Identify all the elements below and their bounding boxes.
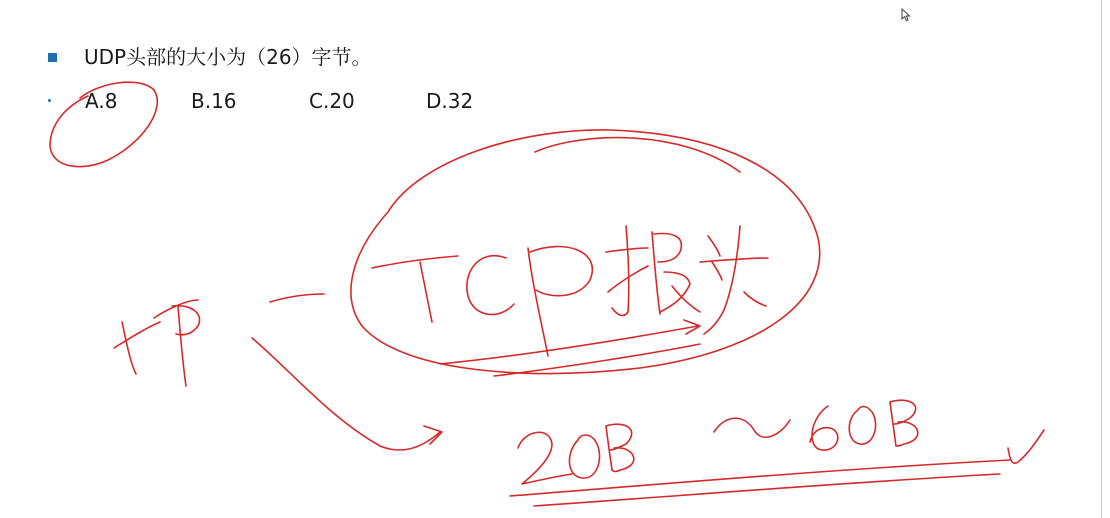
ink-char-yi-3 [154, 300, 198, 318]
ink-char-bao-4 [654, 234, 681, 262]
question-bullet [48, 53, 57, 62]
ink-curved-arrow [252, 338, 440, 450]
ink-letter-b1-top [606, 424, 632, 450]
ink-dash [270, 294, 324, 302]
ink-char-yi-4 [178, 306, 186, 386]
mouse-cursor-icon [901, 8, 911, 22]
ink-underline-lower [494, 344, 700, 376]
ink-letter-p-stem [528, 248, 548, 356]
ink-underline-main [510, 460, 1010, 496]
ink-underline-upper-head [684, 320, 700, 334]
option-d: D.32 [426, 89, 474, 113]
ink-letter-b1-bottom [612, 448, 634, 472]
ink-char-yi-1 [122, 322, 136, 374]
ink-letter-p-bowl [530, 247, 592, 296]
ink-letter-b2-stem [890, 402, 896, 446]
ink-digit-6 [810, 406, 838, 450]
ink-char-bao-1 [606, 248, 648, 252]
ink-char-bao-5 [652, 232, 660, 314]
ink-underline-second [534, 474, 1000, 506]
ink-char-tou-2 [712, 262, 722, 280]
option-b: B.16 [191, 89, 237, 113]
ink-char-tou-1 [708, 236, 720, 256]
ink-char-bao-3 [608, 266, 648, 292]
ink-char-yi-5 [172, 306, 200, 335]
ink-char-yi-2 [114, 322, 160, 348]
ink-checkmark [1008, 430, 1044, 463]
ink-char-tou-4 [700, 258, 768, 262]
ink-char-tou-5 [744, 292, 766, 306]
ink-ellipse-top-overlap [535, 138, 740, 172]
ink-digit-0b [849, 407, 875, 445]
ink-letter-b2-bottom [896, 422, 918, 446]
ink-char-bao-7 [672, 286, 700, 312]
ink-curved-arrow-head [424, 426, 442, 444]
option-a: A.8 [85, 89, 118, 113]
ink-letter-c [467, 256, 514, 315]
ink-underline-upper [440, 326, 698, 364]
ink-char-bao-6 [660, 272, 690, 312]
ink-letter-b2-top [890, 400, 916, 424]
ink-tilde [714, 418, 790, 437]
option-c: C.20 [309, 89, 355, 113]
ink-char-bao-2 [612, 226, 629, 315]
question-text: UDP头部的大小为（26）字节。 [84, 45, 372, 69]
options-bullet [48, 99, 51, 102]
question-line [48, 43, 372, 71]
right-edge-line [1101, 0, 1102, 518]
ink-letter-b1-stem [606, 426, 612, 470]
ink-digit-2 [518, 432, 572, 484]
ink-letter-t-bar [372, 256, 458, 268]
ink-char-tou-3 [704, 226, 740, 334]
ink-digit-0 [569, 435, 599, 478]
ink-letter-t-stem [420, 262, 432, 322]
ink-large-ellipse [351, 130, 820, 374]
